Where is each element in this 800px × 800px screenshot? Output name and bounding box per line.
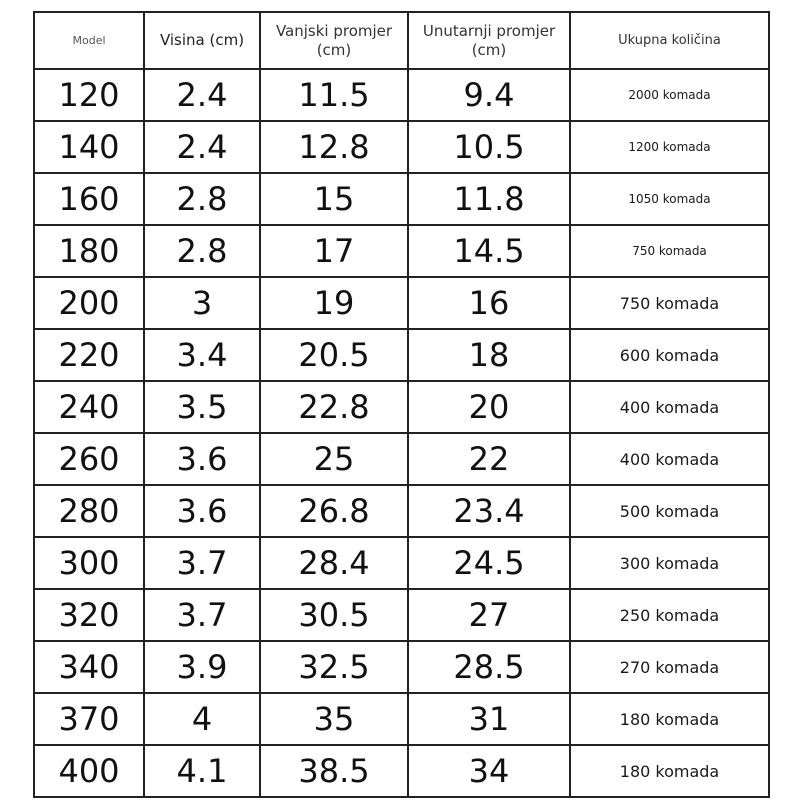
cell-model: 320 [34,589,144,641]
cell-inner-diameter: 24.5 [408,537,570,589]
cell-outer-diameter: 11.5 [260,69,408,121]
cell-model: 400 [34,745,144,797]
cell-height: 3.9 [144,641,260,693]
cell-inner-diameter: 11.8 [408,173,570,225]
cell-inner-diameter: 23.4 [408,485,570,537]
cell-outer-diameter: 25 [260,433,408,485]
cell-quantity: 1200 komada [570,121,769,173]
cell-model: 220 [34,329,144,381]
cell-quantity: 750 komada [570,277,769,329]
cell-outer-diameter: 30.5 [260,589,408,641]
cell-height: 2.4 [144,121,260,173]
table-row [34,121,769,173]
cell-height: 3.6 [144,433,260,485]
cell-outer-diameter: 28.4 [260,537,408,589]
cell-quantity: 1050 komada [570,173,769,225]
cell-inner-diameter: 22 [408,433,570,485]
header-outer-diameter: Vanjski promjer (cm) [260,12,408,69]
cell-inner-diameter: 34 [408,745,570,797]
cell-model: 280 [34,485,144,537]
cell-height: 2.8 [144,173,260,225]
cell-quantity: 250 komada [570,589,769,641]
cell-outer-diameter: 19 [260,277,408,329]
cell-quantity: 300 komada [570,537,769,589]
table-row [34,745,769,797]
cell-outer-diameter: 17 [260,225,408,277]
cell-model: 160 [34,173,144,225]
table-row [34,69,769,121]
cell-model: 140 [34,121,144,173]
cell-inner-diameter: 18 [408,329,570,381]
table-row [34,537,769,589]
table-row [34,225,769,277]
cell-quantity: 400 komada [570,381,769,433]
cell-height: 4.1 [144,745,260,797]
cell-height: 2.8 [144,225,260,277]
cell-outer-diameter: 38.5 [260,745,408,797]
cell-inner-diameter: 31 [408,693,570,745]
cell-model: 240 [34,381,144,433]
cell-inner-diameter: 9.4 [408,69,570,121]
table-row [34,485,769,537]
cell-model: 200 [34,277,144,329]
table-row [34,277,769,329]
cell-height: 2.4 [144,69,260,121]
size-table [33,11,770,798]
cell-outer-diameter: 35 [260,693,408,745]
table-row [34,329,769,381]
cell-inner-diameter: 16 [408,277,570,329]
table-row [34,693,769,745]
table-row [34,641,769,693]
cell-height: 3.7 [144,537,260,589]
cell-quantity: 500 komada [570,485,769,537]
cell-inner-diameter: 27 [408,589,570,641]
header-total-quantity: Ukupna količina [570,12,769,69]
cell-height: 3.7 [144,589,260,641]
header-inner-diameter: Unutarnji promjer (cm) [408,12,570,69]
cell-height: 3.4 [144,329,260,381]
cell-quantity: 400 komada [570,433,769,485]
cell-height: 4 [144,693,260,745]
cell-model: 120 [34,69,144,121]
header-model: Model [34,12,144,69]
cell-inner-diameter: 10.5 [408,121,570,173]
cell-quantity: 750 komada [570,225,769,277]
cell-model: 260 [34,433,144,485]
cell-quantity: 600 komada [570,329,769,381]
cell-quantity: 180 komada [570,693,769,745]
cell-model: 370 [34,693,144,745]
table-row [34,589,769,641]
cell-height: 3 [144,277,260,329]
cell-quantity: 2000 komada [570,69,769,121]
cell-model: 340 [34,641,144,693]
table-row [34,381,769,433]
table-row [34,173,769,225]
cell-outer-diameter: 15 [260,173,408,225]
cell-outer-diameter: 12.8 [260,121,408,173]
cell-outer-diameter: 20.5 [260,329,408,381]
table-header-row [34,12,769,69]
cell-inner-diameter: 20 [408,381,570,433]
cell-outer-diameter: 26.8 [260,485,408,537]
cell-model: 180 [34,225,144,277]
cell-inner-diameter: 28.5 [408,641,570,693]
cell-quantity: 180 komada [570,745,769,797]
cell-model: 300 [34,537,144,589]
cell-height: 3.5 [144,381,260,433]
cell-outer-diameter: 22.8 [260,381,408,433]
header-height: Visina (cm) [144,12,260,69]
cell-height: 3.6 [144,485,260,537]
cell-outer-diameter: 32.5 [260,641,408,693]
table-row [34,433,769,485]
cell-inner-diameter: 14.5 [408,225,570,277]
cell-quantity: 270 komada [570,641,769,693]
